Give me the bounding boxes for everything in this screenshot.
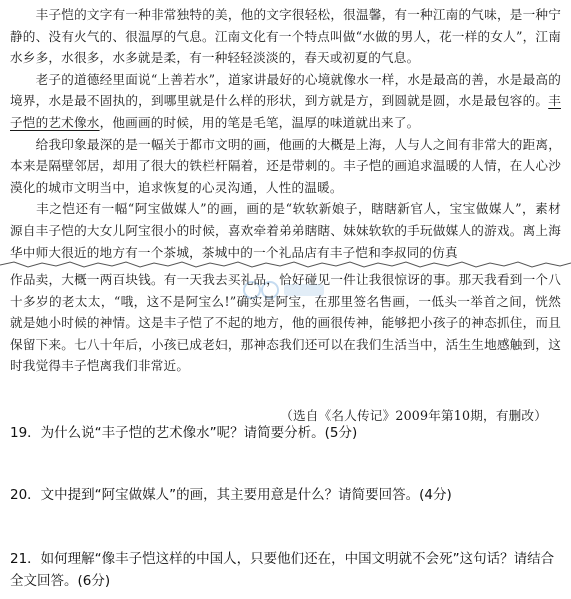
paragraph-laozi-water-tail: ，他画画的时候，用的笔是毛笔，温厚的味道就出来了。	[99, 114, 420, 130]
paragraph-urban-painting: 给我印象最深的是一幅关于都市文明的画，他画的大概是上海，人与人之间有非常大的距离，本来是隔壁邻居，却用了很大的铁栏杆隔着，还是带刺的。丰子恺的画追求温暖的人情，在人心沙漠化的城市文明当中，追求恢复的心灵沟通，人性的温暖。	[10, 136, 561, 195]
paragraph-laozi-water	[10, 69, 561, 134]
underlined-sentence: 丰子恺的艺术像水	[10, 93, 561, 130]
source-citation: （选自《名人传记》2009年第10期，有删改）	[280, 408, 547, 423]
paragraph-abao-matchmaker: 丰之恺还有一幅“阿宝做媒人”的画，画的是“软软新娘子，瞎瞎新官人，宝宝做媒人”，素材源自丰子恺的大女儿阿宝很小的时候，喜欢牵着弟弟瞎瞎、妹妹软软的手玩做媒人的游戏。离上海华中师大很近的地方有一个茶城，茶城中的一个礼品店有丰子恺和李叔同的仿真	[10, 201, 561, 260]
question-20: 20．文中提到“阿宝做媒人”的画，其主要用意是什么？请简要回答。(4分)	[10, 487, 452, 503]
question-19: 19．为什么说“丰子恺的艺术像水”呢？请简要分析。(5分)	[10, 425, 358, 441]
paragraph-laozi-water-text: 老子的道德经里面说“上善若水”，道家讲最好的心境就像水一样，水是最高的善，水是最高的境界，水是最不固执的，到哪里就是什么样的形状，到方就是方，到圆就是圆，水是最包容的。	[10, 71, 561, 109]
passage-bottom	[10, 269, 561, 377]
paragraph-abao-meeting: 作品卖，大概一两百块钱。有一天我去买礼品，恰好碰见一件让我很惊讶的事。那天我看到一个八十多岁的老太太，“哦，这不是阿宝么!”确实是阿宝，在那里签名售画，一低头一举首之间，恍然就是她小时候的神情。这是丰子恺了不起的地方，他的画很传神，能够把小孩子的神态抓住，而且保留下来。七八十年后，小孩已成老妇，那神态我们还可以在我们生活当中，活生生地感触到，这时我觉得丰子恺离我们非常近。	[10, 272, 561, 374]
passage-top	[10, 4, 561, 263]
paragraph-style-of-writing: 丰子恺的文字有一种非常独特的美，他的文字很轻松，很温馨，有一种江南的气味，是一种宁静的、没有火气的、很温厚的气息。江南文化有一个特点叫做“水做的男人，花一样的女人”，江南水乡多，水很多，水多就是柔，有一种轻轻淡淡的，春天或初夏的气息。	[10, 7, 561, 66]
question-21: 21．如何理解“像丰子恺这样的中国人，只要他们还在，中国文明就不会死”这句话？请结合全文回答。(6分)	[10, 551, 555, 589]
